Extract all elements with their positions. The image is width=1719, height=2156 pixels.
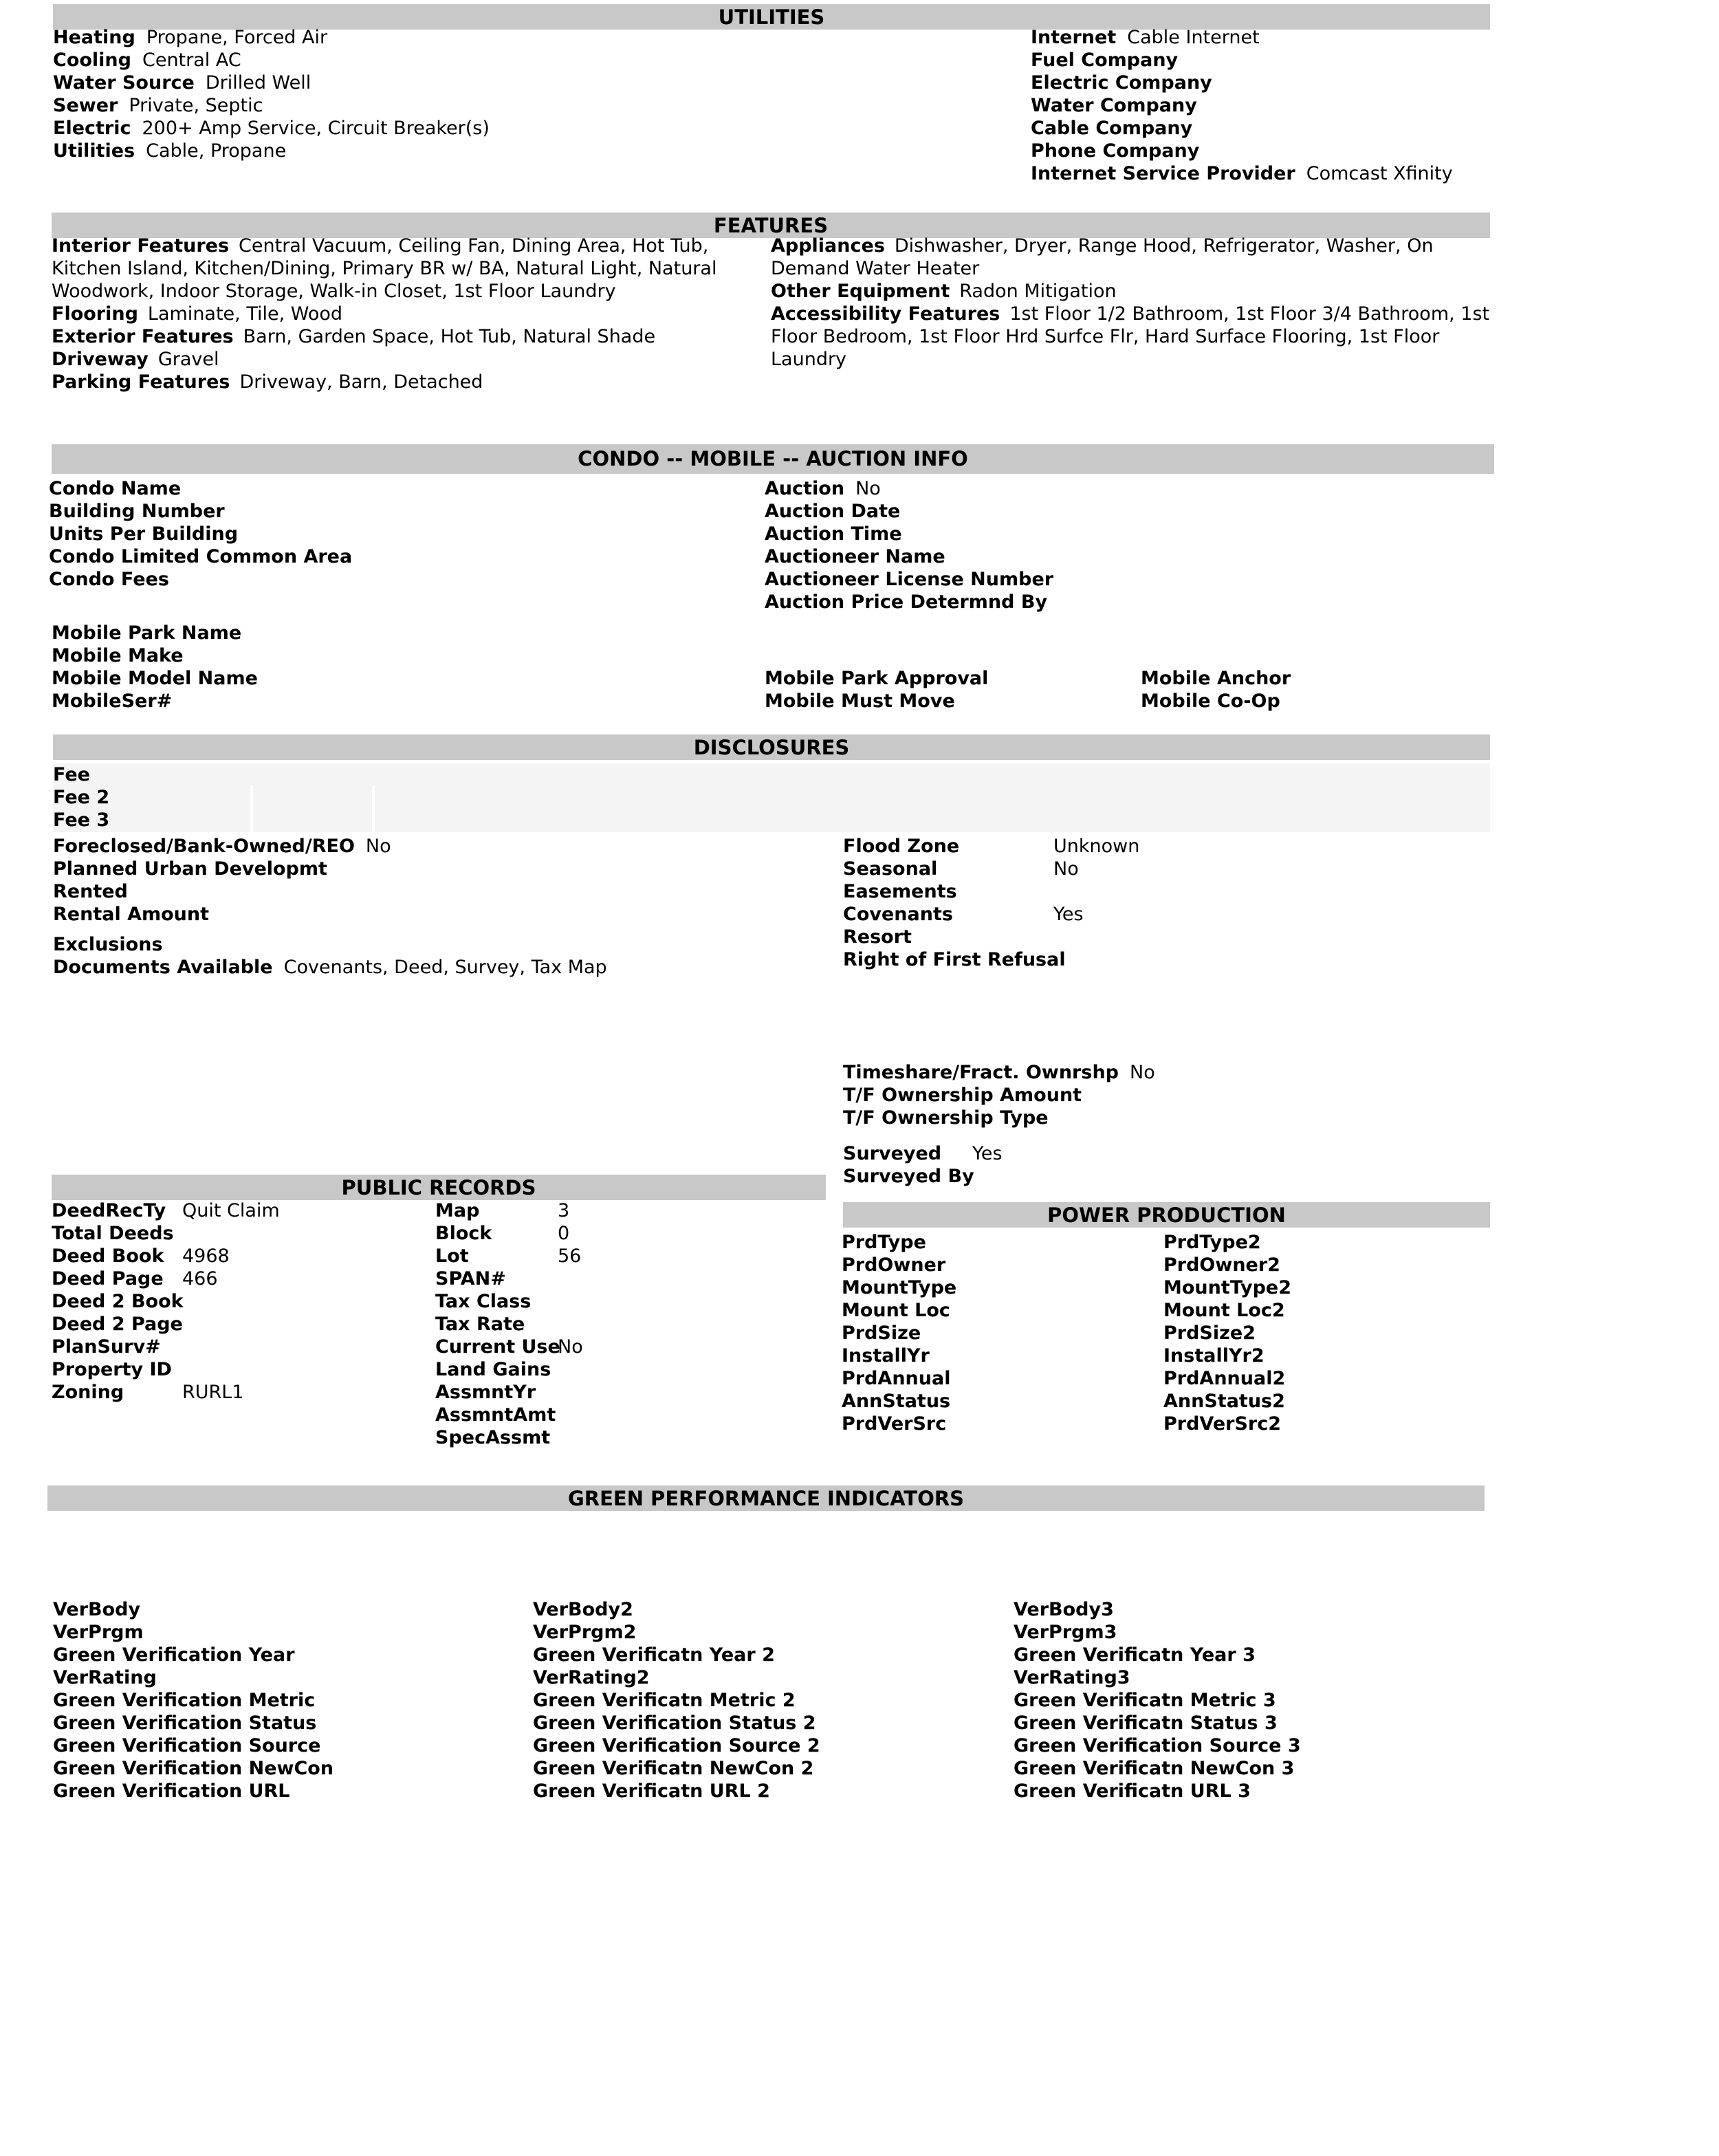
field-label: Deed Book bbox=[52, 1245, 164, 1267]
field-label: Flooring bbox=[52, 303, 138, 325]
green-col-3 bbox=[1014, 1598, 1301, 1803]
disclosures-left bbox=[53, 835, 391, 926]
field-value: 200+ Amp Service, Circuit Breaker(s) bbox=[142, 118, 490, 139]
field-value: No bbox=[1053, 858, 1079, 880]
field-label: Foreclosed/Bank-Owned/REO bbox=[53, 836, 355, 857]
field-label: Timeshare/Fract. Ownrshp bbox=[843, 1062, 1119, 1083]
field-label: Auction Price Determnd By bbox=[765, 591, 1048, 613]
field-label: Green Verification Metric bbox=[53, 1690, 316, 1711]
field-label: Deed Page bbox=[52, 1268, 164, 1289]
field-value: Central Vacuum, Ceiling Fan, Dining Area, Hot Tub, Kitchen Island, Kitchen/Dining, Primary BR w/ BA, Natural Light, Natural Woodwork, Indoor Storage, Walk-in Closet, 1st Floor Laundry bbox=[52, 235, 717, 302]
field-row bbox=[1031, 140, 1453, 162]
field-row bbox=[1031, 117, 1453, 140]
field-label: PrdSize bbox=[842, 1322, 921, 1344]
field-row bbox=[1031, 26, 1453, 49]
fee-divider bbox=[372, 785, 375, 832]
field-row bbox=[1031, 49, 1453, 72]
field-label: Fee 3 bbox=[53, 809, 110, 831]
field-label: VerBody bbox=[53, 1599, 141, 1620]
field-label: Mobile Make bbox=[52, 645, 184, 666]
utilities-left bbox=[53, 26, 490, 162]
field-label: Planned Urban Developmt bbox=[53, 858, 327, 880]
field-value: Gravel bbox=[157, 349, 219, 370]
green-col-2 bbox=[533, 1598, 820, 1803]
field-label: Property ID bbox=[52, 1359, 172, 1380]
field-label: Green Verificatn Status 3 bbox=[1014, 1712, 1278, 1734]
field-label: Water Company bbox=[1031, 95, 1197, 116]
field-value: Drilled Well bbox=[205, 72, 311, 94]
field-label: Electric Company bbox=[1031, 72, 1212, 94]
field-label: Mount Loc bbox=[842, 1300, 950, 1321]
field-value: Quit Claim bbox=[182, 1200, 280, 1221]
power-right bbox=[1163, 1231, 1291, 1435]
green-col-1 bbox=[53, 1598, 333, 1803]
field-label: Green Verification Status bbox=[53, 1712, 317, 1734]
field-value: Comcast Xfinity bbox=[1306, 163, 1453, 184]
field-label: Current Use bbox=[435, 1336, 560, 1358]
field-label: Cooling bbox=[53, 50, 131, 71]
field-row bbox=[53, 835, 391, 858]
field-label: Green Verification Status 2 bbox=[533, 1712, 816, 1734]
field-label: Condo Fees bbox=[49, 569, 169, 590]
field-row bbox=[771, 235, 1490, 280]
field-label: Auctioneer License Number bbox=[765, 569, 1054, 590]
field-row bbox=[765, 477, 1053, 500]
field-label: PrdType2 bbox=[1163, 1232, 1261, 1253]
field-label: PrdAnnual bbox=[842, 1368, 951, 1389]
mobile-left bbox=[52, 622, 258, 712]
features-right bbox=[771, 235, 1490, 371]
field-label: Lot bbox=[435, 1245, 469, 1267]
field-label: Tax Rate bbox=[435, 1314, 525, 1335]
field-label: Green Verificatn Metric 3 bbox=[1014, 1690, 1276, 1711]
field-value bbox=[182, 1222, 280, 1245]
field-row bbox=[53, 49, 490, 72]
field-row bbox=[52, 303, 756, 325]
field-row bbox=[52, 325, 756, 348]
field-label: Land Gains bbox=[435, 1359, 551, 1380]
field-label: VerPrgm3 bbox=[1014, 1622, 1117, 1643]
field-value: Propane, Forced Air bbox=[146, 27, 328, 48]
field-label: Auctioneer Name bbox=[765, 546, 945, 567]
field-label: VerPrgm2 bbox=[533, 1622, 637, 1643]
field-value: Radon Mitigation bbox=[959, 281, 1117, 302]
field-label: Parking Features bbox=[52, 371, 230, 393]
field-label: Seasonal bbox=[843, 858, 938, 880]
field-label: Fee 2 bbox=[53, 787, 110, 808]
field-label: VerBody3 bbox=[1014, 1599, 1114, 1620]
field-label: T/F Ownership Type bbox=[843, 1107, 1049, 1129]
field-label: SPAN# bbox=[435, 1268, 506, 1289]
field-value: 1st Floor 1/2 Bathroom, 1st Floor 3/4 Bathroom, 1st Floor Bedroom, 1st Floor Hrd Surfce Flr, Hard Surface Flooring, 1st Floor Laundry bbox=[771, 303, 1490, 370]
field-row bbox=[53, 140, 490, 162]
field-label: Fuel Company bbox=[1031, 50, 1179, 71]
fee-list bbox=[53, 763, 109, 831]
disclosures-header: DISCLOSURES bbox=[53, 734, 1490, 760]
mobile-mid bbox=[765, 667, 988, 712]
field-row bbox=[1031, 94, 1453, 117]
field-label: Mobile Co-Op bbox=[1141, 690, 1280, 712]
field-label: PrdOwner2 bbox=[1163, 1254, 1280, 1276]
field-label: Surveyed bbox=[843, 1143, 942, 1164]
field-label: Fee bbox=[53, 764, 90, 785]
field-label: T/F Ownership Amount bbox=[843, 1085, 1082, 1106]
power-production-header: POWER PRODUCTION bbox=[843, 1202, 1490, 1228]
field-value: Yes bbox=[972, 1143, 1003, 1164]
field-label: Sewer bbox=[53, 95, 118, 116]
field-value: Yes bbox=[1053, 904, 1084, 925]
condo-fields bbox=[49, 477, 352, 591]
field-label: Cable Company bbox=[1031, 118, 1193, 139]
field-label: DeedRecTy bbox=[52, 1200, 166, 1221]
field-label: Zoning bbox=[52, 1382, 124, 1403]
public-records-header: PUBLIC RECORDS bbox=[52, 1175, 826, 1200]
field-value: RURL1 bbox=[182, 1382, 244, 1403]
field-value bbox=[558, 1290, 583, 1313]
field-value bbox=[182, 1290, 280, 1313]
disclosures-right-values bbox=[1053, 835, 1139, 926]
field-label: Mobile Must Move bbox=[765, 690, 955, 712]
field-label: AnnStatus2 bbox=[1163, 1391, 1285, 1412]
field-label: Mount Loc2 bbox=[1163, 1300, 1285, 1321]
field-row bbox=[1031, 162, 1453, 185]
field-label: Condo Name bbox=[49, 478, 182, 499]
field-label: VerRating2 bbox=[533, 1667, 650, 1688]
field-label: VerRating3 bbox=[1014, 1667, 1130, 1688]
field-value: No bbox=[855, 478, 881, 499]
field-label: Covenants bbox=[843, 904, 953, 925]
field-label: Water Source bbox=[53, 72, 195, 94]
public-records-right-labels bbox=[435, 1199, 560, 1449]
field-value bbox=[1053, 880, 1139, 903]
field-label: Other Equipment bbox=[771, 281, 950, 302]
field-value: Private, Septic bbox=[129, 95, 263, 116]
field-label: Internet Service Provider bbox=[1031, 163, 1295, 184]
field-label: PrdVerSrc2 bbox=[1163, 1413, 1282, 1435]
fee-panel bbox=[53, 763, 1490, 832]
field-label: MobileSer# bbox=[52, 690, 173, 712]
field-label: Right of First Refusal bbox=[843, 949, 1066, 970]
field-label: Rental Amount bbox=[53, 904, 210, 925]
field-label: Appliances bbox=[771, 235, 885, 257]
exclusions-label: Exclusions bbox=[53, 934, 163, 955]
field-label: Green Verificatn Year 2 bbox=[533, 1644, 775, 1666]
field-label: Green Verificatn NewCon 3 bbox=[1014, 1758, 1295, 1779]
condo-header: CONDO -- MOBILE -- AUCTION INFO bbox=[52, 444, 1494, 474]
field-row bbox=[1031, 72, 1453, 94]
field-value: Cable Internet bbox=[1127, 27, 1260, 48]
field-value: Barn, Garden Space, Hot Tub, Natural Shade bbox=[243, 326, 656, 347]
utilities-header: UTILITIES bbox=[53, 4, 1490, 30]
field-label: AnnStatus bbox=[842, 1391, 951, 1412]
field-label: Tax Class bbox=[435, 1291, 532, 1312]
field-value: 56 bbox=[558, 1245, 582, 1267]
field-value bbox=[182, 1313, 280, 1336]
field-label: Driveway bbox=[52, 349, 149, 370]
field-value: Covenants, Deed, Survey, Tax Map bbox=[283, 957, 607, 978]
field-label: Deed 2 Page bbox=[52, 1314, 183, 1335]
field-label: Units Per Building bbox=[49, 523, 239, 545]
field-label: Green Verificatn URL 2 bbox=[533, 1781, 770, 1802]
field-row bbox=[53, 117, 490, 140]
field-label: Green Verification Year bbox=[53, 1644, 295, 1666]
field-row bbox=[52, 371, 756, 393]
auction-fields bbox=[765, 477, 1053, 613]
field-label: Green Verification URL bbox=[53, 1781, 290, 1802]
field-row bbox=[53, 94, 490, 117]
field-label: Flood Zone bbox=[843, 836, 960, 857]
field-label: PrdAnnual2 bbox=[1163, 1368, 1286, 1389]
field-value: Unknown bbox=[1053, 836, 1140, 857]
field-value: Laminate, Tile, Wood bbox=[147, 303, 343, 325]
field-label: Green Verificatn Year 3 bbox=[1014, 1644, 1256, 1666]
field-label: MountType bbox=[842, 1277, 957, 1298]
field-label: InstallYr bbox=[842, 1345, 930, 1366]
field-label: Exterior Features bbox=[52, 326, 234, 347]
field-label: PrdOwner bbox=[842, 1254, 946, 1276]
field-label: Rented bbox=[53, 881, 128, 902]
field-label: Green Verification Source bbox=[53, 1735, 321, 1756]
field-label: Accessibility Features bbox=[771, 303, 1000, 325]
field-label: VerPrgm bbox=[53, 1622, 144, 1643]
field-label: Green Verificatn URL 3 bbox=[1014, 1781, 1251, 1802]
field-label: Interior Features bbox=[52, 235, 230, 257]
field-label: Auction Time bbox=[765, 523, 902, 545]
field-label: Block bbox=[435, 1223, 492, 1244]
field-label: VerRating bbox=[53, 1667, 157, 1688]
features-header: FEATURES bbox=[52, 213, 1490, 238]
field-label: Phone Company bbox=[1031, 140, 1200, 162]
features-left bbox=[52, 235, 756, 393]
field-value: 3 bbox=[558, 1200, 570, 1221]
field-label: PrdType bbox=[842, 1232, 926, 1253]
field-value bbox=[182, 1358, 280, 1381]
field-row bbox=[53, 72, 490, 94]
field-value: 4968 bbox=[182, 1245, 230, 1267]
field-label: Resort bbox=[843, 926, 912, 948]
disclosures-right-labels bbox=[843, 835, 1066, 971]
field-label: Total Deeds bbox=[52, 1223, 174, 1244]
public-records-right-values bbox=[558, 1199, 583, 1358]
field-value: Driveway, Barn, Detached bbox=[239, 371, 483, 393]
field-label: SpecAssmt bbox=[435, 1427, 551, 1448]
field-label: PrdSize2 bbox=[1163, 1322, 1256, 1344]
field-label: MountType2 bbox=[1163, 1277, 1292, 1298]
field-label: Green Verification Source 2 bbox=[533, 1735, 820, 1756]
field-label: Mobile Park Name bbox=[52, 622, 242, 644]
field-label: AssmntYr bbox=[435, 1382, 536, 1403]
surveyed-fields bbox=[843, 1142, 1003, 1188]
field-label: PrdVerSrc bbox=[842, 1413, 947, 1435]
field-label: Internet bbox=[1031, 27, 1117, 48]
field-label: Heating bbox=[53, 27, 135, 48]
field-label: AssmntAmt bbox=[435, 1404, 556, 1426]
field-label: Mobile Model Name bbox=[52, 668, 258, 689]
field-label: Mobile Anchor bbox=[1141, 668, 1291, 689]
mobile-right bbox=[1141, 667, 1291, 712]
field-label: Green Verificatn Metric 2 bbox=[533, 1690, 796, 1711]
field-row bbox=[53, 26, 490, 49]
field-label: Map bbox=[435, 1200, 480, 1221]
field-label: Surveyed By bbox=[843, 1166, 974, 1187]
field-row bbox=[52, 348, 756, 371]
field-row bbox=[843, 1142, 1003, 1165]
field-label: Green Verificatn NewCon 2 bbox=[533, 1758, 814, 1779]
field-label: Condo Limited Common Area bbox=[49, 546, 353, 567]
field-label: Deed 2 Book bbox=[52, 1291, 184, 1312]
field-value: 466 bbox=[182, 1268, 218, 1289]
field-value: No bbox=[365, 836, 391, 857]
field-label: Auction Date bbox=[765, 501, 901, 522]
field-label: Electric bbox=[53, 118, 131, 139]
field-label: Building Number bbox=[49, 501, 225, 522]
field-label: Green Verification Source 3 bbox=[1014, 1735, 1301, 1756]
field-row bbox=[843, 1061, 1155, 1084]
documents-row bbox=[53, 956, 607, 979]
field-row bbox=[52, 235, 756, 303]
timeshare-fields bbox=[843, 1061, 1155, 1129]
field-label: Auction bbox=[765, 478, 845, 499]
power-left bbox=[842, 1231, 956, 1435]
field-value bbox=[182, 1336, 280, 1358]
field-label: PlanSurv# bbox=[52, 1336, 161, 1358]
field-value: No bbox=[1130, 1062, 1155, 1083]
field-label: Green Verification NewCon bbox=[53, 1758, 334, 1779]
public-records-left-labels bbox=[52, 1199, 184, 1404]
field-value: No bbox=[558, 1336, 583, 1358]
field-row bbox=[771, 280, 1490, 303]
field-value: Cable, Propane bbox=[146, 140, 287, 162]
field-label: Mobile Park Approval bbox=[765, 668, 989, 689]
field-value bbox=[558, 1267, 583, 1290]
field-row bbox=[771, 303, 1490, 371]
utilities-right bbox=[1031, 26, 1453, 185]
field-value: Dishwasher, Dryer, Range Hood, Refrigerator, Washer, On Demand Water Heater bbox=[771, 235, 1434, 279]
public-records-left-values bbox=[182, 1199, 280, 1404]
field-label: Easements bbox=[843, 881, 957, 902]
green-header: GREEN PERFORMANCE INDICATORS bbox=[47, 1485, 1485, 1511]
field-label: Documents Available bbox=[53, 957, 273, 978]
field-label: InstallYr2 bbox=[1163, 1345, 1264, 1366]
field-label: Utilities bbox=[53, 140, 135, 162]
field-value bbox=[558, 1313, 583, 1336]
field-value: 0 bbox=[558, 1223, 570, 1244]
field-label: VerBody2 bbox=[533, 1599, 633, 1620]
fee-divider bbox=[250, 785, 253, 832]
field-value: Central AC bbox=[142, 50, 241, 71]
